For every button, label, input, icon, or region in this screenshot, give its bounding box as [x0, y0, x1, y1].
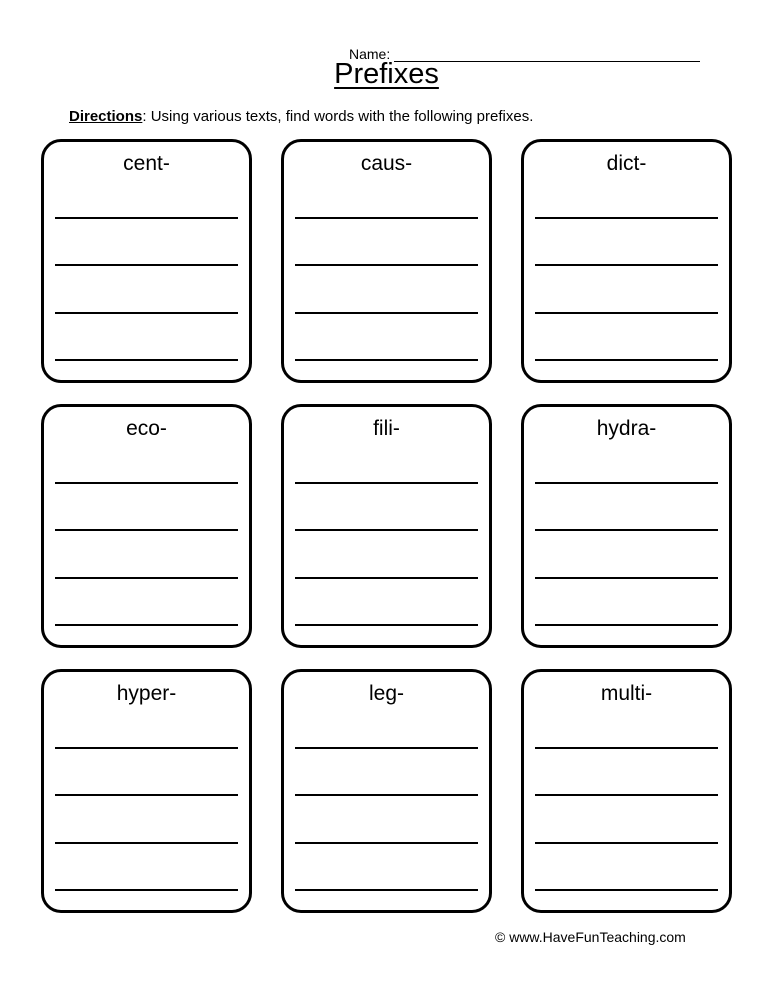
- prefix-card-hyper: [41, 669, 252, 913]
- prefix-card-caus: [281, 139, 492, 383]
- copyright-footer: © www.HaveFunTeaching.com: [495, 929, 686, 945]
- prefix-label: hyper-: [116, 682, 177, 705]
- page-title: Prefixes: [334, 58, 439, 90]
- answer-line[interactable]: [55, 577, 238, 579]
- answer-line[interactable]: [535, 217, 718, 219]
- answer-line[interactable]: [55, 359, 238, 361]
- name-label: Name:: [349, 46, 391, 62]
- answer-line[interactable]: [535, 889, 718, 891]
- prefix-label: caus-: [360, 152, 413, 175]
- answer-line[interactable]: [535, 312, 718, 314]
- answer-line[interactable]: [295, 889, 478, 891]
- answer-line[interactable]: [55, 747, 238, 749]
- prefix-card-multi: [521, 669, 732, 913]
- prefix-label: eco-: [126, 417, 167, 440]
- answer-line[interactable]: [295, 359, 478, 361]
- prefix-card-leg: [281, 669, 492, 913]
- prefix-card-eco: [41, 404, 252, 648]
- directions: [69, 108, 533, 125]
- answer-line[interactable]: [55, 794, 238, 796]
- answer-line[interactable]: [295, 842, 478, 844]
- answer-line[interactable]: [535, 482, 718, 484]
- directions-text: : Using various texts, find words with the following prefixes.: [142, 108, 534, 125]
- answer-line[interactable]: [55, 217, 238, 219]
- prefix-card-cent: [41, 139, 252, 383]
- prefix-label: fili-: [373, 417, 400, 440]
- answer-line[interactable]: [535, 794, 718, 796]
- answer-line[interactable]: [55, 842, 238, 844]
- prefix-label: multi-: [600, 682, 653, 705]
- answer-line[interactable]: [55, 264, 238, 266]
- answer-line[interactable]: [55, 624, 238, 626]
- answer-line[interactable]: [55, 889, 238, 891]
- answer-line[interactable]: [295, 482, 478, 484]
- answer-line[interactable]: [535, 264, 718, 266]
- answer-line[interactable]: [295, 624, 478, 626]
- answer-line[interactable]: [295, 312, 478, 314]
- prefix-label: hydra-: [596, 417, 657, 440]
- answer-line[interactable]: [535, 359, 718, 361]
- answer-line[interactable]: [535, 747, 718, 749]
- answer-line[interactable]: [535, 842, 718, 844]
- answer-line[interactable]: [55, 312, 238, 314]
- answer-line[interactable]: [295, 264, 478, 266]
- prefix-label: dict-: [606, 152, 647, 175]
- answer-line[interactable]: [295, 794, 478, 796]
- answer-line[interactable]: [535, 577, 718, 579]
- answer-line[interactable]: [55, 482, 238, 484]
- prefix-card-fili: [281, 404, 492, 648]
- answer-line[interactable]: [295, 529, 478, 531]
- prefix-label: leg-: [368, 682, 405, 705]
- answer-line[interactable]: [535, 624, 718, 626]
- answer-line[interactable]: [295, 577, 478, 579]
- answer-line[interactable]: [295, 217, 478, 219]
- answer-line[interactable]: [295, 747, 478, 749]
- prefix-label: cent-: [123, 152, 170, 175]
- directions-label: Directions: [69, 108, 143, 125]
- answer-line[interactable]: [535, 529, 718, 531]
- prefix-card-dict: [521, 139, 732, 383]
- prefix-card-hydra: [521, 404, 732, 648]
- prefix-grid: [41, 139, 732, 913]
- answer-line[interactable]: [55, 529, 238, 531]
